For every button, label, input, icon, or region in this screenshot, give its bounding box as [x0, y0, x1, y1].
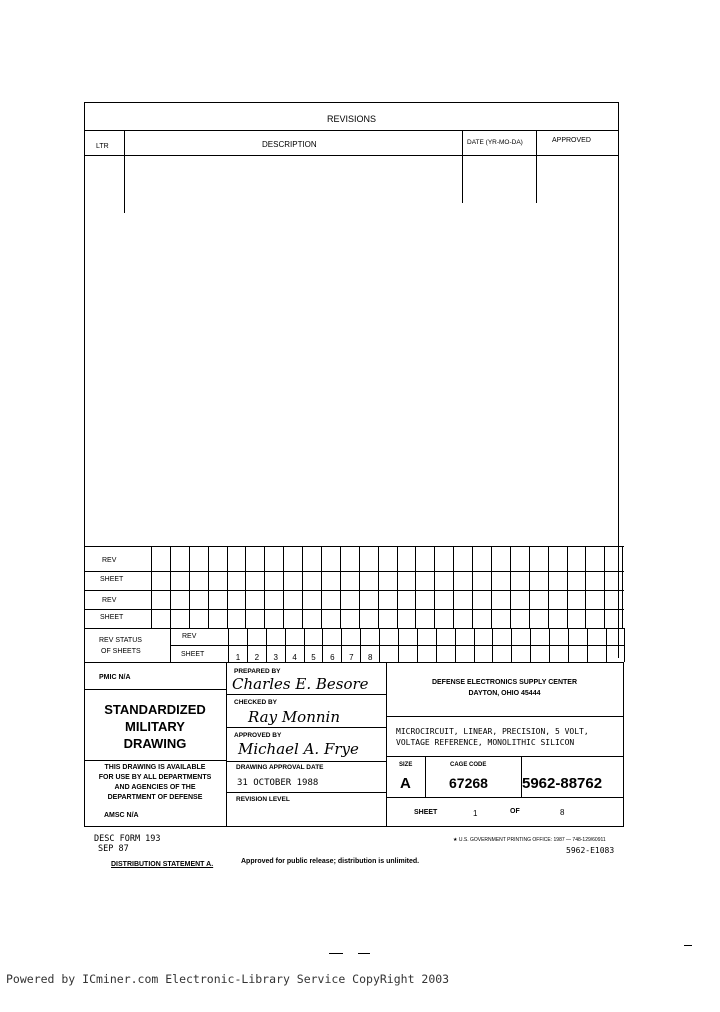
distribution-text: Approved for public release; distribution is unlimited. [241, 858, 420, 865]
rev-label: REV [182, 633, 197, 640]
standardized-line1: STANDARDIZED [104, 702, 206, 717]
col-ltr: LTR [96, 143, 109, 150]
availability-line1: THIS DRAWING IS AVAILABLE [104, 764, 206, 771]
col-date: DATE (YR-MO-DA) [467, 139, 523, 146]
footer-copyright: Powered by ICminer.com Electronic-Library Service CopyRight 2003 [6, 972, 450, 986]
rev-grid-upper [151, 546, 623, 628]
distribution-label: DISTRIBUTION STATEMENT A. [111, 861, 214, 868]
amsc-label: AMSC N/A [104, 812, 139, 819]
row-sheet-2: SHEET [100, 614, 124, 621]
sheet-number: 2 [247, 628, 266, 662]
availability-line4: DEPARTMENT OF DEFENSE [107, 794, 203, 801]
cage-value: 67268 [449, 775, 488, 791]
row-rev-1: REV [102, 557, 117, 564]
pmic-label: PMIC N/A [99, 674, 131, 681]
cage-label: CAGE CODE [450, 762, 487, 768]
doc-code: 5962-E1083 [566, 846, 615, 855]
title-line1: MICROCIRCUIT, LINEAR, PRECISION, 5 VOLT, [396, 727, 589, 736]
sheet-number: 3 [266, 628, 285, 662]
drawing-number: 5962-88762 [522, 775, 603, 792]
sheet-label: SHEET [181, 651, 205, 658]
sheet-number: 8 [360, 628, 379, 662]
sheet-label-block: SHEET [414, 809, 438, 816]
size-value: A [400, 775, 411, 792]
col-approved: APPROVED [552, 137, 591, 144]
drawing-approval-date: 31 OCTOBER 1988 [237, 778, 319, 788]
standardized-line3: DRAWING [123, 736, 187, 751]
size-label: SIZE [399, 762, 413, 768]
availability-line3: AND AGENCIES OF THE [114, 784, 196, 791]
rev-status-cells [228, 628, 625, 662]
availability-line2: FOR USE BY ALL DEPARTMENTS [98, 774, 212, 781]
row-sheet-1: SHEET [100, 576, 124, 583]
form-line2: SEP 87 [98, 844, 129, 854]
approved-by-signature: Michael A. Frye [238, 740, 359, 758]
sheet-number: 7 [341, 628, 360, 662]
sheet-current: 1 [473, 809, 478, 818]
agency-line1: DEFENSE ELECTRONICS SUPPLY CENTER [431, 679, 578, 686]
revision-level-label: REVISION LEVEL [236, 796, 290, 803]
sheet-of-label: OF [510, 808, 520, 815]
rev-status-line1: REV STATUS [99, 637, 142, 644]
sheet-total: 8 [560, 808, 565, 817]
col-description: DESCRIPTION [262, 140, 317, 149]
checked-by-label: CHECKED BY [234, 699, 277, 706]
sheet-number: 4 [285, 628, 304, 662]
prepared-by-signature: Charles E. Besore [232, 675, 369, 693]
drawing-approval-label: DRAWING APPROVAL DATE [236, 764, 324, 771]
sheet-number: 6 [322, 628, 341, 662]
sheet-number: 5 [304, 628, 323, 662]
row-rev-2: REV [102, 597, 117, 604]
standardized-line2: MILITARY [125, 719, 185, 734]
title-line2: VOLTAGE REFERENCE, MONOLITHIC SILICON [396, 738, 575, 747]
approved-by-label: APPROVED BY [234, 732, 282, 739]
prepared-by-label: PREPARED BY [234, 668, 281, 675]
checked-by-signature: Ray Monnin [248, 708, 340, 726]
sheet-number: 1 [228, 628, 247, 662]
form-line1: DESC FORM 193 [94, 834, 161, 844]
rev-status-line2: OF SHEETS [101, 648, 141, 655]
agency-line2: DAYTON, OHIO 45444 [468, 690, 541, 697]
revisions-title: REVISIONS [326, 114, 376, 124]
gpo-text: ★ U.S. GOVERNMENT PRINTING OFFICE: 1987 — 748-129/60911 [453, 837, 606, 843]
